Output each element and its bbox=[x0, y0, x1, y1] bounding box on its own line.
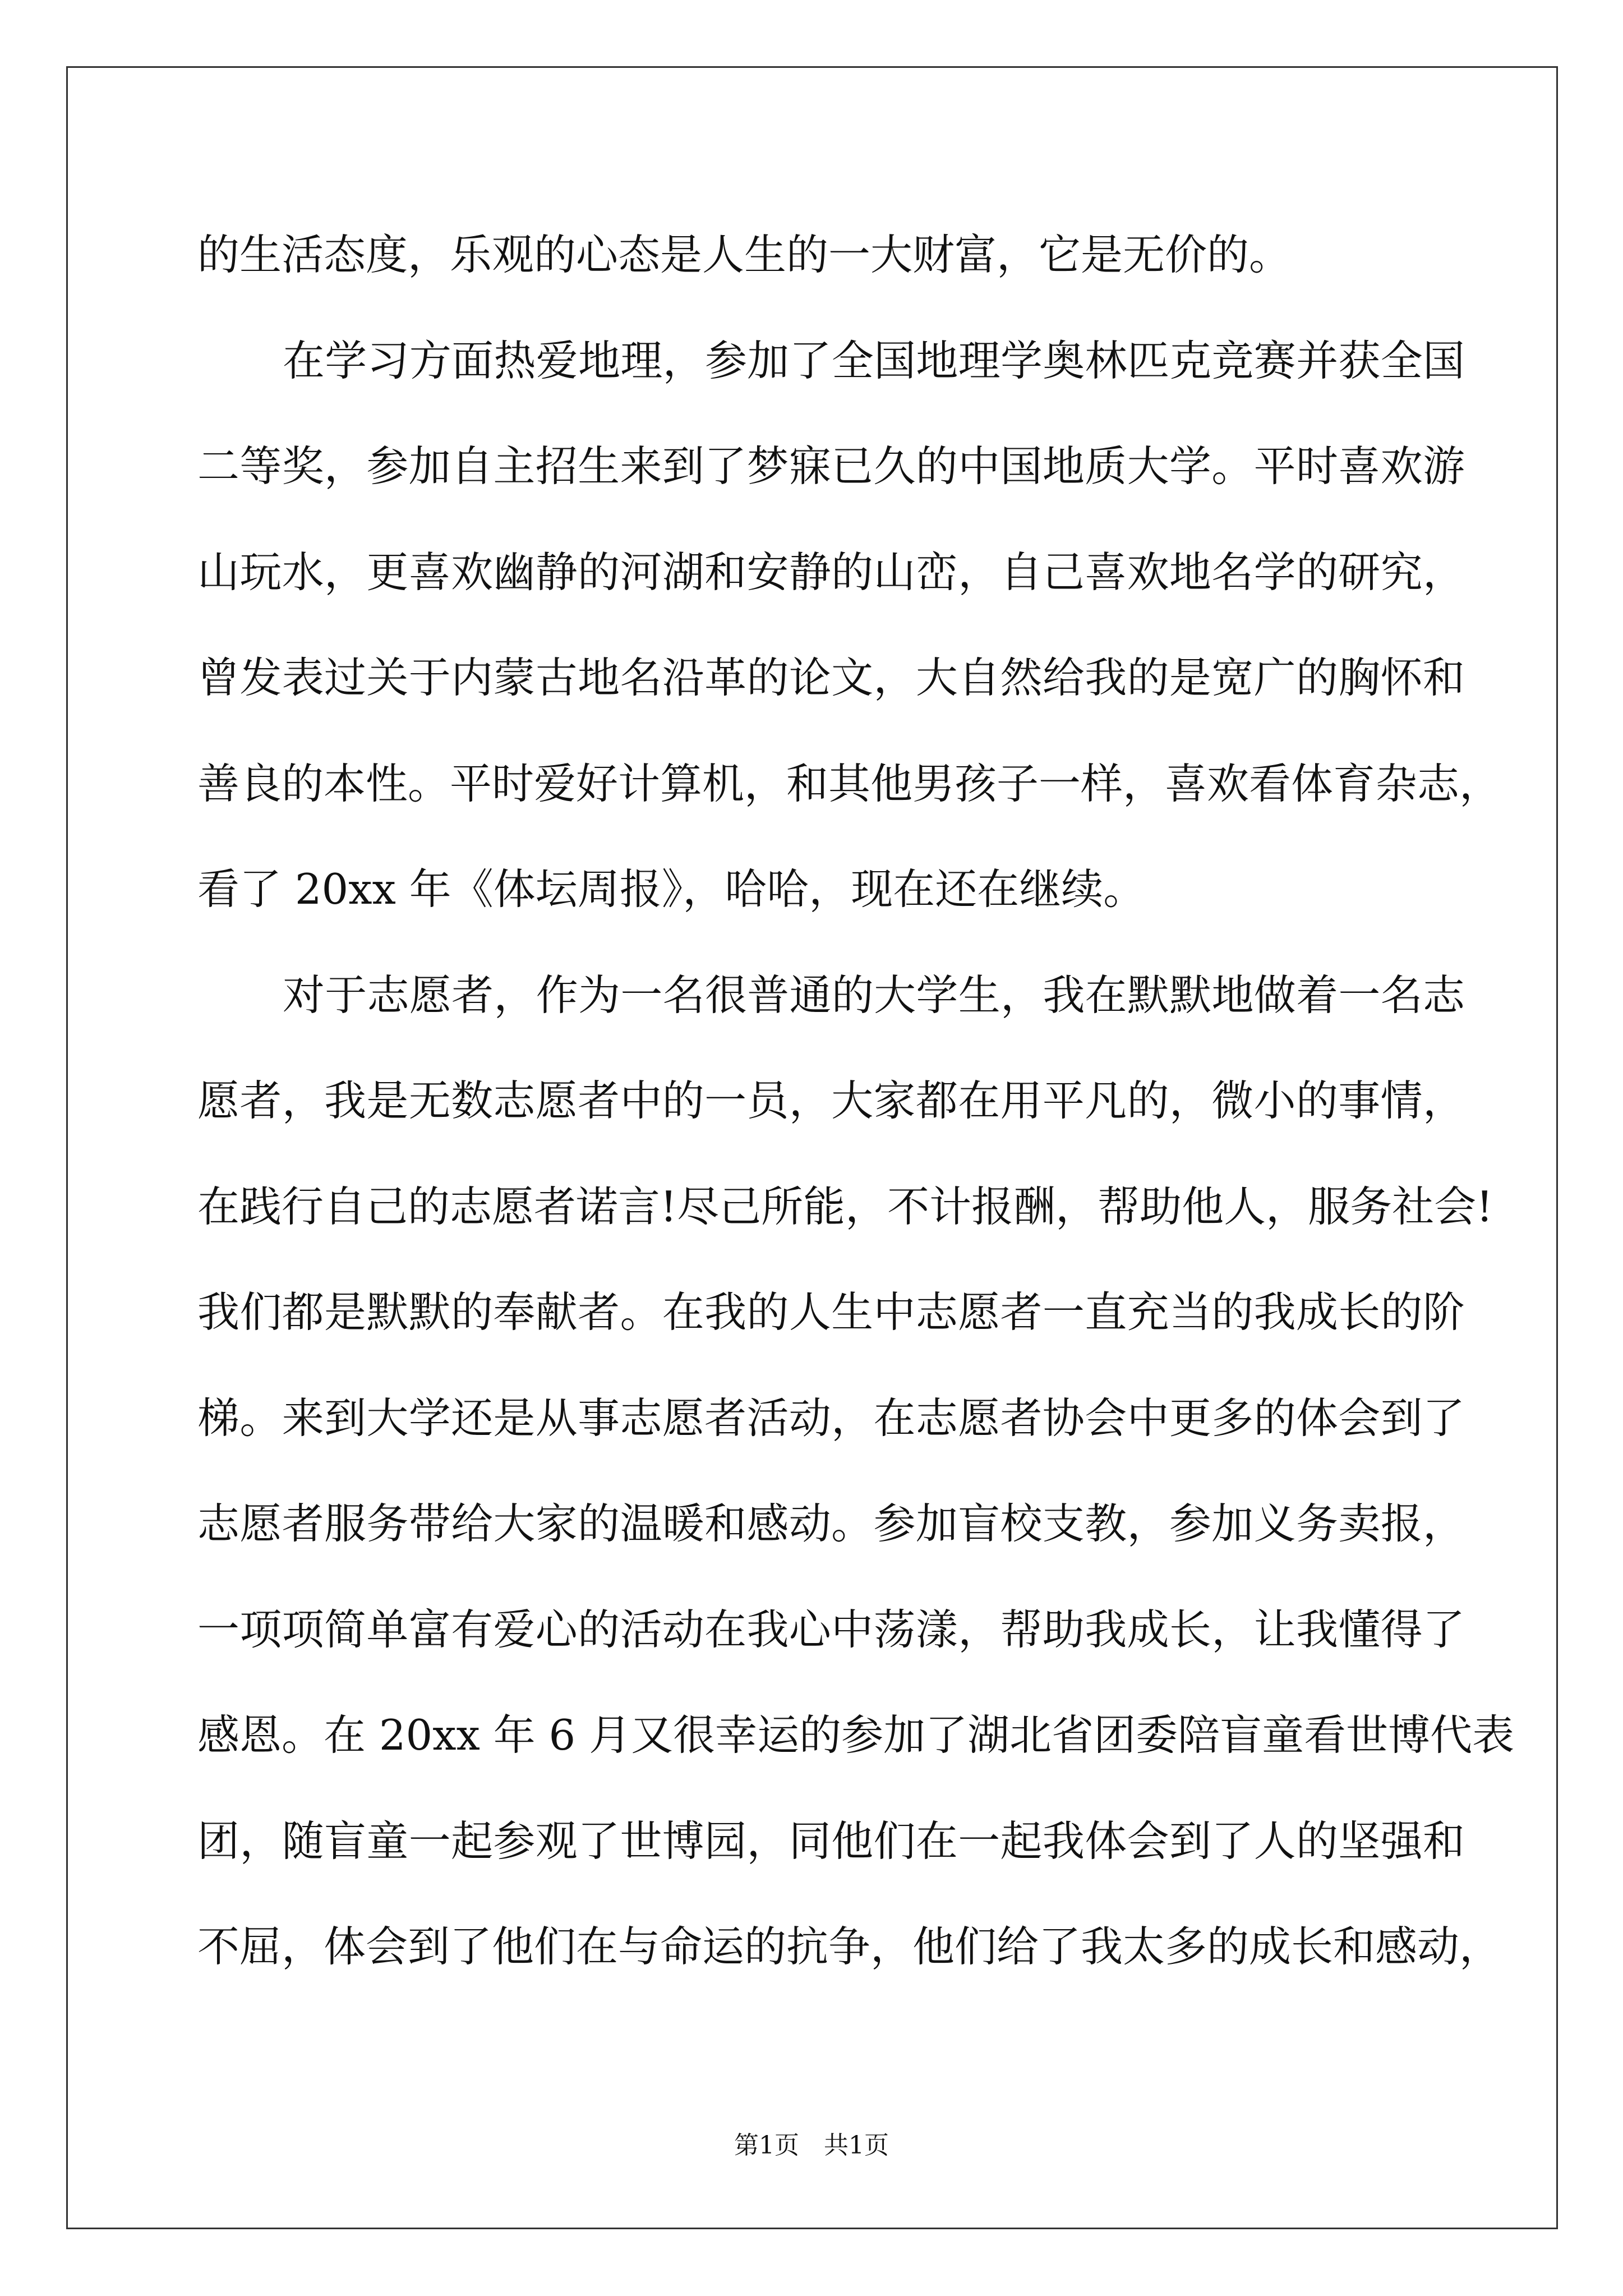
page-footer: 第1页 共1页 bbox=[734, 2131, 889, 2160]
document-body bbox=[197, 202, 1515, 2000]
text-line: 善良的本性。平时爱好计算机，和其他男孩子一样，喜欢看体育杂志， bbox=[197, 758, 1502, 808]
text-line: 一项项简单富有爱心的活动在我心中荡漾，帮助我成长，让我懂得了 bbox=[197, 1604, 1465, 1654]
text-line: 不屈，体会到了他们在与命运的抗争，他们给了我太多的成长和感动， bbox=[197, 1922, 1502, 1971]
text-line: 我们都是默默的奉献者。在我的人生中志愿者一直充当的我成长的阶 bbox=[197, 1287, 1465, 1337]
text-line: 在践行自己的志愿者诺言!尽己所能，不计报酬，帮助他人，服务社会! bbox=[197, 1181, 1493, 1231]
text-line: 对于志愿者，作为一名很普通的大学生，我在默默地做着一名志 bbox=[283, 970, 1465, 1020]
text-line: 愿者，我是无数志愿者中的一员，大家都在用平凡的，微小的事情， bbox=[197, 1076, 1465, 1125]
text-line: 二等奖，参加自主招生来到了梦寐已久的中国地质大学。平时喜欢游 bbox=[197, 441, 1465, 491]
text-line: 的生活态度，乐观的心态是人生的一大财富，它是无价的。 bbox=[197, 230, 1292, 279]
text-line: 志愿者服务带给大家的温暖和感动。参加盲校支教，参加义务卖报， bbox=[197, 1499, 1465, 1548]
text-line: 曾发表过关于内蒙古地名沿革的论文，大自然给我的是宽广的胸怀和 bbox=[197, 653, 1465, 702]
text-line: 团，随盲童一起参观了世博园，同他们在一起我体会到了人的坚强和 bbox=[197, 1816, 1465, 1866]
text-line: 感恩。在 20xx 年 6 月又很幸运的参加了湖北省团委陪盲童看世博代表 bbox=[197, 1710, 1515, 1760]
text-line: 梯。来到大学还是从事志愿者活动，在志愿者协会中更多的体会到了 bbox=[197, 1393, 1465, 1443]
text-line: 在学习方面热爱地理，参加了全国地理学奥林匹克竞赛并获全国 bbox=[283, 335, 1465, 385]
text-line: 山玩水，更喜欢幽静的河湖和安静的山峦，自己喜欢地名学的研究， bbox=[197, 547, 1465, 597]
text-line: 看了 20xx 年《体坛周报》，哈哈，现在还在继续。 bbox=[197, 864, 1146, 914]
